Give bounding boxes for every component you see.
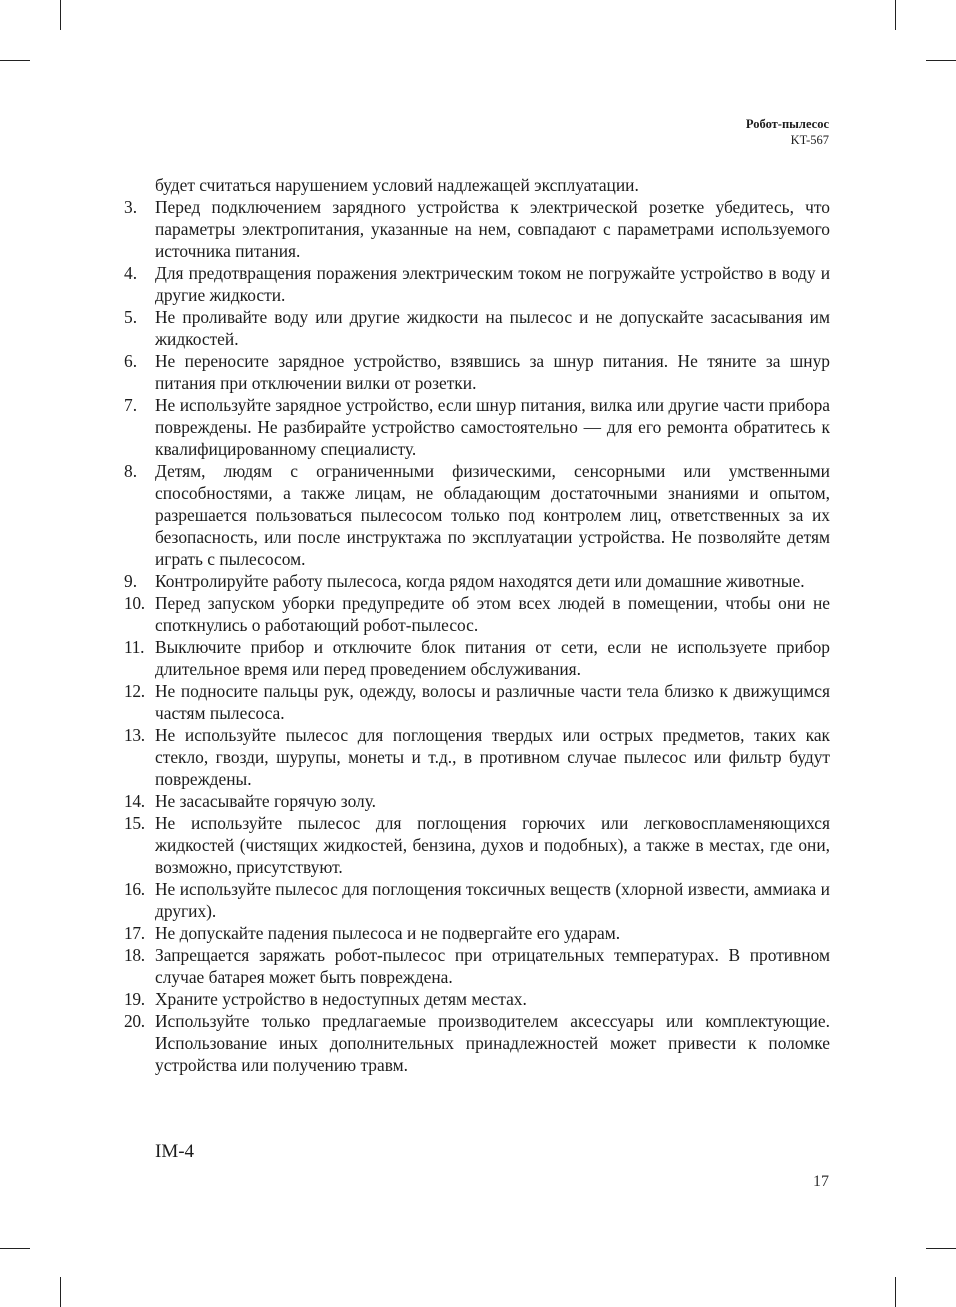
list-item <box>124 1010 830 1076</box>
running-header <box>746 116 829 148</box>
list-item-number: 5. <box>124 307 138 327</box>
crop-mark-top-left-h <box>0 60 30 61</box>
list-item-number: 17. <box>124 923 145 943</box>
header-title: Робот-пылесос <box>745 117 829 131</box>
list-item-number: 15. <box>124 813 145 833</box>
list-item-text: Перед запуском уборки предупредите об этом всех людей в помещении, чтобы они не споткнулись о работающий робот-пылесос. <box>155 593 830 635</box>
list-item-text: Детям, людям с ограниченными физическими, сенсорными или умственными способностями, а также лицам, не обладающим достаточными знаниями и опытом, разрешается пользоваться пылесосом только под контролем лиц, ответственных за их безопасность, или после инструктажа по эксплуатации устройства. Не позволяйте детям играть с пылесосом. <box>155 461 830 569</box>
list-item <box>124 196 830 262</box>
page-number: 17 <box>813 1173 829 1190</box>
list-item-number: 20. <box>124 1011 145 1031</box>
list-item-text: Не переносите зарядное устройство, взявшись за шнур питания. Не тяните за шнур питания при отключении вилки от розетки. <box>155 351 830 393</box>
list-item <box>124 790 830 812</box>
list-item-text: Не проливайте воду или другие жидкости на пылесос и не допускайте засасывания им жидкостей. <box>155 307 830 349</box>
list-item-number: 16. <box>124 879 145 899</box>
list-item-text: Используйте только предлагаемые производителем аксессуары или комплектующие. Использование иных дополнительных принадлежностей может привести к поломке устройства или получению травм. <box>155 1011 830 1075</box>
list-item <box>124 812 830 878</box>
list-item-number: 14. <box>124 791 145 811</box>
list-item-number: 13. <box>124 725 145 745</box>
header-model: KT-567 <box>790 133 829 147</box>
list-item-text: Для предотвращения поражения электрическим током не погружайте устройство в воду и другие жидкости. <box>155 263 830 305</box>
list-item-number: 7. <box>124 395 138 415</box>
list-item-number: 18. <box>124 945 145 965</box>
list-item-number: 4. <box>124 263 138 283</box>
list-item-text: Не подносите пальцы рук, одежду, волосы и различные части тела близко к движущимся частям пылесоса. <box>155 681 830 723</box>
list-item-number: 12. <box>124 681 145 701</box>
list-item-text: Храните устройство в недоступных детям местах. <box>155 989 527 1009</box>
list-item-text: Не используйте пылесос для поглощения горючих или легковоспламеняющихся жидкостей (чистящих жидкостей, бензина, духов и подобных), а также в местах, где они, возможно, присутствуют. <box>155 813 830 877</box>
list-item-number: 6. <box>124 351 138 371</box>
crop-mark-top-right <box>895 0 896 30</box>
list-item-text: Контролируйте работу пылесоса, когда рядом находятся дети или домашние животные. <box>155 571 805 591</box>
crop-mark-bottom-left-h <box>0 1248 30 1249</box>
list-item-number: 10. <box>124 593 145 613</box>
list-item <box>124 306 830 350</box>
list-item-number: 9. <box>124 571 138 591</box>
crop-mark-top-left <box>60 0 61 30</box>
list-item-text: Не используйте зарядное устройство, если шнур питания, вилка или другие части прибора повреждены. Не разбирайте устройство самостоятельно — для его ремонта обратитесь к квалифицированному специалисту. <box>155 395 830 459</box>
safety-rules-list <box>124 196 830 1076</box>
crop-mark-top-right-h <box>926 60 956 61</box>
list-item-text: Перед подключением зарядного устройства к электрической розетке убедитесь, что параметры электропитания, указанные на нем, совпадают с параметрами используемого источника питания. <box>155 197 830 261</box>
list-item <box>124 680 830 724</box>
document-code: IM-4 <box>155 1141 195 1162</box>
crop-mark-bottom-right <box>895 1277 896 1307</box>
list-item-text: Не используйте пылесос для поглощения токсичных веществ (хлорной извести, аммиака и других). <box>155 879 830 921</box>
list-item-text: Не засасывайте горячую золу. <box>155 791 377 811</box>
list-item <box>124 570 830 592</box>
list-item <box>124 878 830 922</box>
list-item <box>124 988 830 1010</box>
continuation-text: будет считаться нарушением условий надлежащей эксплуатации. <box>155 175 639 195</box>
list-item <box>124 944 830 988</box>
list-item <box>124 394 830 460</box>
list-item-number: 3. <box>124 197 138 217</box>
list-item <box>124 922 830 944</box>
list-item <box>124 460 830 570</box>
list-item <box>124 350 830 394</box>
list-item-text: Не допускайте падения пылесоса и не подвергайте его ударам. <box>155 923 621 943</box>
list-item <box>124 636 830 680</box>
list-item <box>124 724 830 790</box>
list-item-text: Выключите прибор и отключите блок питания от сети, если не используете прибор длительное время или перед проведением обслуживания. <box>155 637 830 679</box>
list-item-number: 19. <box>124 989 145 1009</box>
list-item-text: Не используйте пылесос для поглощения твердых или острых предметов, таких как стекло, гвозди, шурупы, монеты и т.д., в противном случае пылесос или фильтр будут повреждены. <box>155 725 830 789</box>
crop-mark-bottom-left <box>60 1277 61 1307</box>
list-item-number: 8. <box>124 461 138 481</box>
list-item <box>124 262 830 306</box>
list-item-text: Запрещается заряжать робот-пылесос при отрицательных температурах. В противном случае батарея может быть повреждена. <box>155 945 830 987</box>
list-item-number: 11. <box>124 637 145 657</box>
list-item <box>124 592 830 636</box>
crop-mark-bottom-right-h <box>926 1248 956 1249</box>
